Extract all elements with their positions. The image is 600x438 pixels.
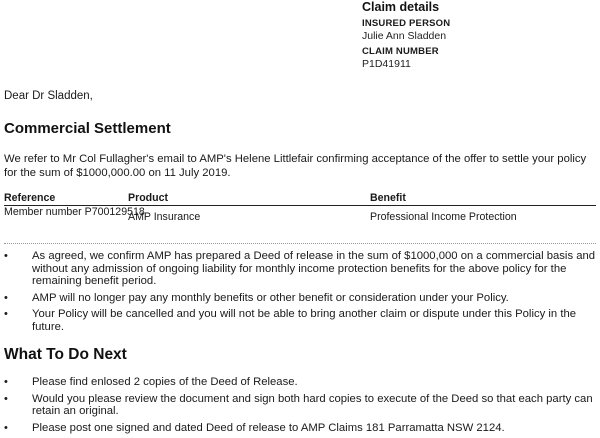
bullet-icon: • <box>4 291 8 304</box>
commercial-settlement-heading: Commercial Settlement <box>4 120 171 137</box>
list-item-text: As agreed, we confirm AMP has prepared a Deed of release in the sum of $1000,000 on a commercial basis and without any admission of ongoing liability for monthly income protection benefits for the above policy for the remaining benefit period. <box>32 250 596 287</box>
next-steps-bullet-list <box>4 376 596 438</box>
list-item-text: Please find enlosed 2 copies of the Deed of Release. <box>32 376 298 388</box>
reference-member-number: P700129518 <box>84 206 145 218</box>
list-item-text: AMP will no longer pay any monthly benefits or other benefit or consideration under your Policy. <box>32 291 509 304</box>
list-item <box>4 393 596 418</box>
claim-number-value: P1D41911 <box>362 58 411 70</box>
claim-details-box <box>362 0 592 71</box>
list-item <box>4 422 596 435</box>
header-reference: Reference <box>4 192 56 204</box>
bullet-icon: • <box>4 308 8 320</box>
insured-person-label: INSURED PERSON <box>362 18 451 29</box>
header-benefit: Benefit <box>370 192 406 204</box>
list-item <box>4 376 596 389</box>
what-to-do-next-heading: What To Do Next <box>4 346 127 363</box>
policy-table-row <box>4 206 596 223</box>
product-value: AMP Insurance <box>128 211 201 223</box>
insured-person-value: Julie Ann Sladden <box>362 30 447 42</box>
header-product: Product <box>128 192 169 204</box>
list-item <box>4 292 596 305</box>
list-item <box>4 250 596 288</box>
benefit-value: Professional Income Protection <box>370 211 517 223</box>
table-row-divider <box>4 243 596 244</box>
bullet-icon: • <box>4 376 8 388</box>
letter-greeting: Dear Dr Sladden, <box>4 90 93 102</box>
intro-paragraph: We refer to Mr Col Fullagher's email to AMP's Helene Littlefair confirming acceptance of the offer to settle your policy for the sum of $1000,000.00 on 11 July 2019. <box>4 153 587 179</box>
list-item <box>4 308 596 333</box>
bullet-icon: • <box>4 250 8 262</box>
bullet-icon: • <box>4 421 8 434</box>
bullet-icon: • <box>4 392 8 405</box>
list-item-text: Please post one signed and dated Deed of release to AMP Claims 181 Parramatta NSW 2124. <box>32 421 505 434</box>
settlement-bullet-list <box>4 250 596 337</box>
list-item-text: Your Policy will be cancelled and you will not be able to bring another claim or dispute under this Policy in the future. <box>32 308 577 333</box>
claim-details-title: Claim details <box>362 0 440 14</box>
reference-member-label: Member number <box>4 206 82 218</box>
policy-table <box>4 191 596 223</box>
policy-table-header <box>4 191 596 206</box>
claim-number-label: CLAIM NUMBER <box>362 46 439 57</box>
list-item-text: Would you please review the document and sign both hard copies to execute of the Deed so that each party can retain an original. <box>32 392 593 417</box>
